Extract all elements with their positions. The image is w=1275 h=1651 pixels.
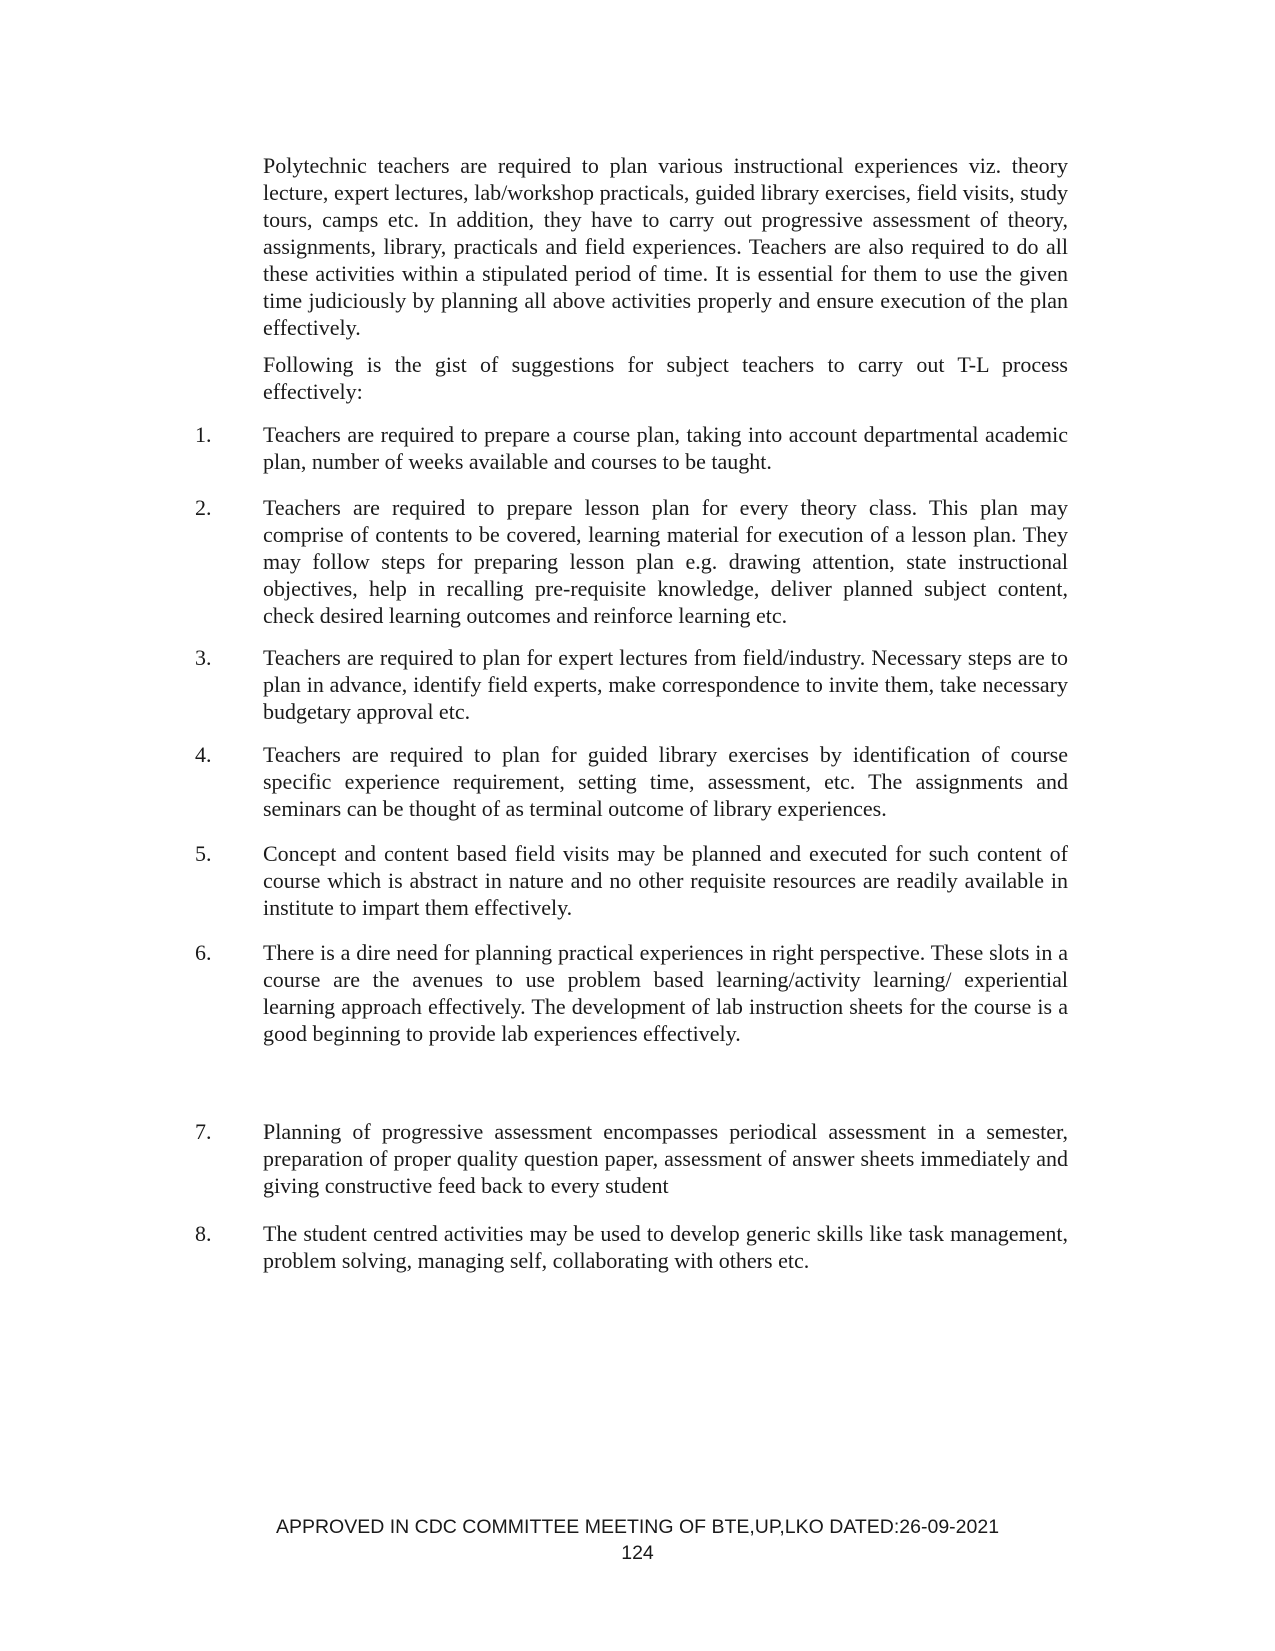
page-number: 124 bbox=[621, 1542, 654, 1564]
list-item-text: Concept and content based field visits may be planned and executed for such content of course which is abstract in nature and no other requisite resources are readily available in institute to impart them effectively. bbox=[263, 841, 1068, 920]
list-item-text: Teachers are required to prepare lesson plan for every theory class. This plan may comprise of contents to be covered, learning material for execution of a lesson plan. They may follow steps for preparing lesson plan e.g. drawing attention, state instructional objectives, help in recalling pre-requisite knowledge, deliver planned subject content, check desired learning outcomes and reinforce learning etc. bbox=[263, 495, 1068, 628]
list-item-text: There is a dire need for planning practical experiences in right perspective. These slots in a course are the avenues to use problem based learning/activity learning/ experiential learning approach effectively. The development of lab instruction sheets for the course is a good beginning to provide lab experiences effectively. bbox=[263, 940, 1068, 1046]
intro-paragraph: Polytechnic teachers are required to plan various instructional experiences viz. theory lecture, expert lectures, lab/workshop practicals, guided library exercises, field visits, study tours, camps etc. In addition, they have to carry out progressive assessment of theory, assignments, library, practicals and field experiences. Teachers are also required to do all these activities within a stipulated period of time. It is essential for them to use the given time judiciously by planning all above activities properly and ensure execution of the plan effectively. bbox=[263, 153, 1068, 340]
intro-gist-paragraph: Following is the gist of suggestions for subject teachers to carry out T-L process effectively: bbox=[263, 352, 1068, 404]
list-item-text: Teachers are required to plan for expert lectures from field/industry. Necessary steps are to plan in advance, identify field experts, make correspondence to invite them, take necessary budgetary approval etc. bbox=[263, 645, 1068, 724]
list-item-number: 2. bbox=[195, 495, 212, 520]
list-item-number: 1. bbox=[195, 422, 212, 447]
list-item-number: 8. bbox=[195, 1221, 212, 1246]
list-item-text: Teachers are required to plan for guided library exercises by identification of course specific experience requirement, setting time, assessment, etc. The assignments and seminars can be thought of as terminal outcome of library experiences. bbox=[263, 742, 1068, 821]
list-item-number: 3. bbox=[195, 645, 212, 670]
list-item-number: 6. bbox=[195, 940, 212, 965]
list-item-text: Teachers are required to prepare a course plan, taking into account departmental academic plan, number of weeks available and courses to be taught. bbox=[263, 422, 1068, 474]
list-item-number: 4. bbox=[195, 742, 212, 767]
list-item-text: Planning of progressive assessment encompasses periodical assessment in a semester, preparation of proper quality question paper, assessment of answer sheets immediately and giving constructive feed back to every student bbox=[263, 1119, 1068, 1198]
list-item-text: The student centred activities may be used to develop generic skills like task management, problem solving, managing self, collaborating with others etc. bbox=[263, 1221, 1068, 1273]
list-item-number: 5. bbox=[195, 841, 212, 866]
list-item-number: 7. bbox=[195, 1119, 212, 1144]
approval-footer: APPROVED IN CDC COMMITTEE MEETING OF BTE,UP,LKO DATED:26-09-2021 bbox=[275, 1516, 1000, 1538]
